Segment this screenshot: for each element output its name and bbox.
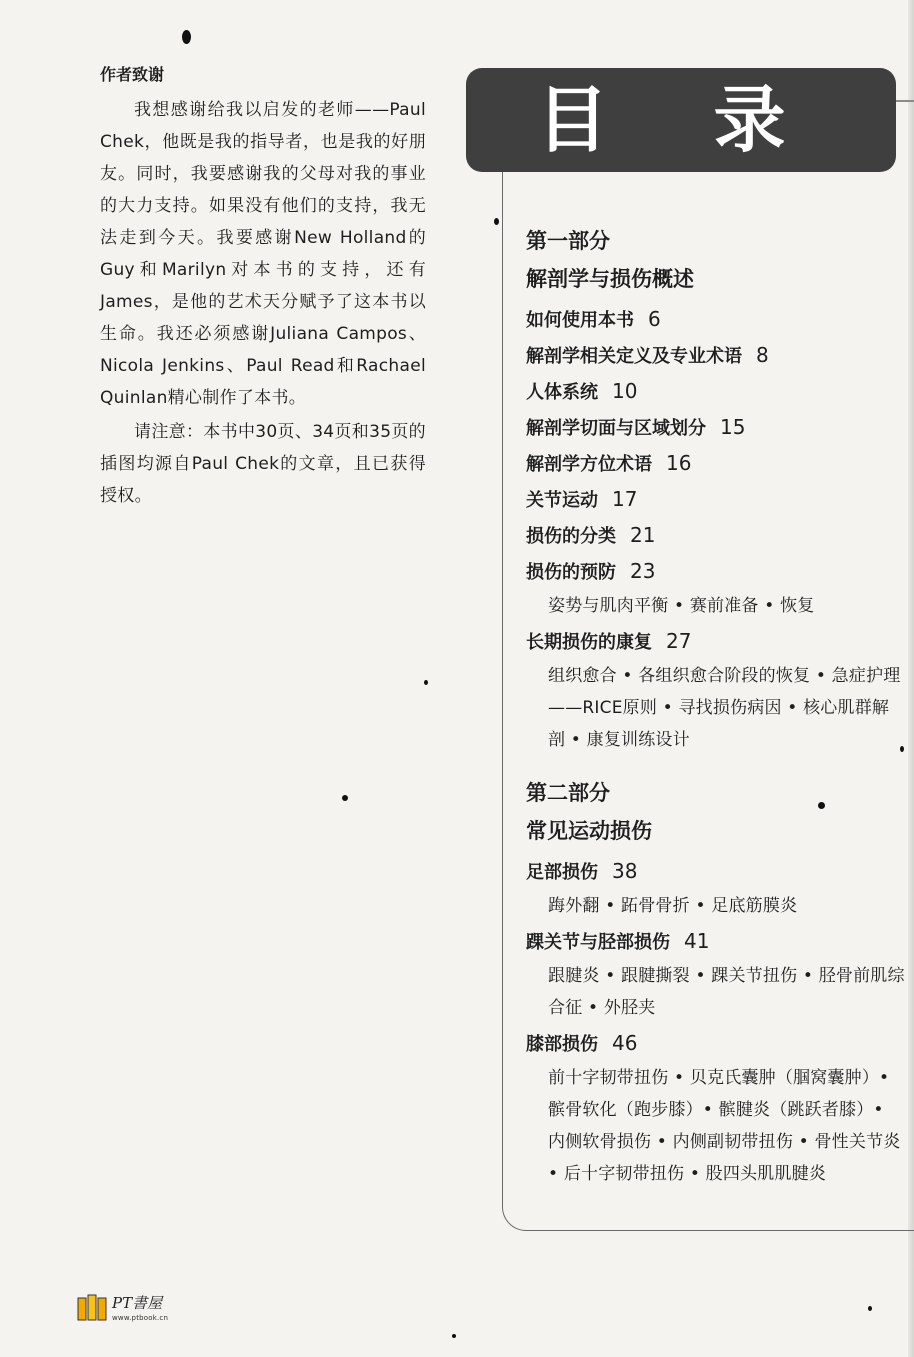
toc-entry-page: 21 (630, 523, 656, 547)
toc-entry-page: 38 (612, 859, 638, 883)
toc-subtopics: 跟腱炎 • 跟腱撕裂 • 踝关节扭伤 • 胫骨前肌综合征 • 外胫夹 (548, 966, 905, 1018)
part-1-subtitle: 解剖学与损伤概述 (526, 267, 694, 291)
toc-entry[interactable] (526, 410, 906, 446)
toc-entry-page: 16 (666, 451, 692, 475)
toc-subtopics: 前十字韧带扭伤 • 贝克氏囊肿（腘窝囊肿）• 髌骨软化（跑步膝）• 髌腱炎（跳跃者膝）• 内侧软骨损伤 • 内侧副韧带扭伤 • 骨性关节炎 • 后十字韧带扭伤 • 股四头肌肌腱炎 (548, 1068, 901, 1184)
toc-entry[interactable] (526, 482, 906, 518)
ink-speck (182, 30, 191, 44)
toc-entry-title: 如何使用本书 (526, 310, 634, 331)
toc-header (466, 68, 896, 172)
toc-entry-page: 23 (630, 559, 656, 583)
toc-entry[interactable] (526, 518, 906, 554)
logo (76, 1290, 216, 1330)
toc-entry-title: 解剖学切面与区域划分 (526, 418, 706, 439)
toc-entry[interactable] (526, 624, 906, 660)
part-2-label: 第二部分 (526, 781, 610, 805)
toc-entry[interactable] (526, 854, 906, 890)
toc-subtopics: 踇外翻 • 跖骨骨折 • 足底筋膜炎 (548, 896, 798, 916)
toc-entry-page: 41 (684, 929, 710, 953)
logo-url: www.ptbook.cn (112, 1314, 169, 1322)
toc-title: 目 录 (536, 78, 826, 162)
toc-entry[interactable] (526, 554, 906, 590)
toc-entry-page: 27 (666, 629, 692, 653)
toc-entry-title: 长期损伤的康复 (526, 632, 652, 653)
toc-subtopics: 姿势与肌肉平衡 • 赛前准备 • 恢复 (548, 596, 815, 616)
toc-entry-title: 人体系统 (526, 382, 598, 403)
ink-speck (818, 802, 825, 809)
ink-speck (342, 795, 348, 801)
toc-entry-title: 膝部损伤 (526, 1034, 598, 1055)
toc-entry-page: 17 (612, 487, 638, 511)
toc-entry-page: 15 (720, 415, 746, 439)
logo-name: PT書屋 (112, 1294, 163, 1312)
toc-entry-page: 8 (756, 343, 769, 367)
toc-entry-page: 6 (648, 307, 661, 331)
toc-entry[interactable] (526, 1026, 906, 1062)
books-icon (76, 1292, 108, 1322)
toc-entry-title: 损伤的分类 (526, 526, 616, 547)
toc-subtopics: 组织愈合 • 各组织愈合阶段的恢复 • 急症护理——RICE原则 • 寻找损伤病因 • 核心肌群解剖 • 康复训练设计 (548, 666, 901, 750)
toc-entry-title: 足部损伤 (526, 862, 598, 883)
ink-speck (900, 746, 904, 752)
toc-entry-title: 踝关节与胫部损伤 (526, 932, 670, 953)
ink-speck (452, 1334, 456, 1338)
permission-note: 请注意：本书中30页、34页和35页的插图均源自Paul Chek的文章，且已获得授权。 (100, 422, 426, 506)
toc-entry-page: 46 (612, 1031, 638, 1055)
toc-entry[interactable] (526, 338, 906, 374)
toc-entry-page: 10 (612, 379, 638, 403)
ink-speck (424, 680, 428, 685)
toc-entry-title: 解剖学方位术语 (526, 454, 652, 475)
acknowledgements-title: 作者致谢 (100, 65, 165, 84)
toc-entry[interactable] (526, 374, 906, 410)
toc-entry[interactable] (526, 446, 906, 482)
ink-speck (868, 1306, 872, 1311)
part-2-subtitle: 常见运动损伤 (526, 819, 652, 843)
toc-entry-title: 关节运动 (526, 490, 598, 511)
toc-entry[interactable] (526, 302, 906, 338)
acknowledgements-paragraph: 我想感谢给我以启发的老师——Paul Chek，他既是我的指导者，也是我的好朋友。同时，我要感谢我的父母对我的事业的大力支持。如果没有他们的支持，我无法走到今天。我要感谢New Holland的Guy和Marilyn对本书的支持，还有James，是他的艺术天分赋予了这本书以生命。我还必须感谢Juliana Campos、Nicola Jenkins、Paul Read和Rachael Quinlan精心制作了本书。 (100, 100, 426, 408)
part-1-label: 第一部分 (526, 229, 610, 253)
acknowledgements (100, 64, 426, 512)
header-rule (896, 100, 914, 102)
toc-entry[interactable] (526, 924, 906, 960)
ink-speck (494, 218, 499, 225)
toc-entry-title: 解剖学相关定义及专业术语 (526, 346, 742, 367)
table-of-contents (526, 222, 906, 1192)
toc-entry-title: 损伤的预防 (526, 562, 616, 583)
